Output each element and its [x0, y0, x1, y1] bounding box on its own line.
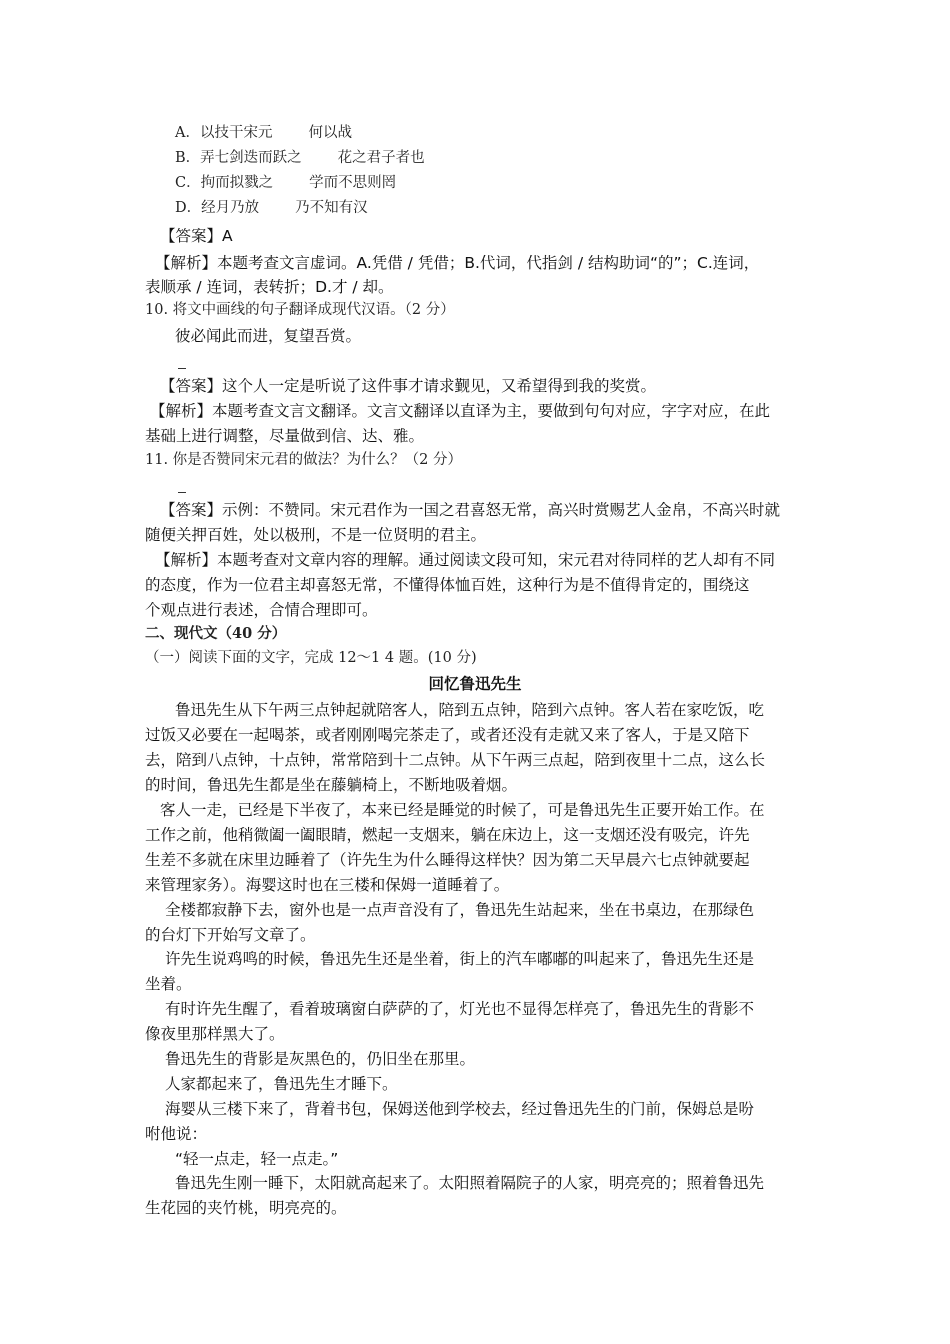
option-a	[175, 122, 352, 144]
article-line: 客人一走，已经是下半夜了，本来已经是睡觉的时候了，可是鲁迅先生正要开始工作。在	[160, 801, 765, 819]
q11-analysis-line-2: 的态度，作为一位君主却喜怒无常，不懂得体恤百姓，这种行为是不值得肯定的，围绕这	[145, 576, 750, 594]
q10-answer: 【答案】这个人一定是听说了这件事才请求觐见，又希望得到我的奖赏。	[160, 377, 657, 395]
article-line: 的台灯下开始写文章了。	[145, 926, 316, 944]
q11-answer-line-2: 随便关押百姓，处以极刑，不是一位贤明的君主。	[145, 526, 487, 544]
article-line: “轻一点走，轻一点走。”	[175, 1150, 339, 1168]
option-b-right: 花之君子者也	[337, 150, 425, 166]
article-line: 过饭又必要在一起喝茶，或者刚刚喝完茶走了，或者还没有走就又来了客人，于是又陪下	[145, 726, 750, 744]
q11-answer-line-1: 【答案】示例：不赞同。宋元君作为一国之君喜怒无常，高兴时赏赐艺人金帛，不高兴时就	[160, 501, 781, 519]
q9-analysis-line-1: 【解析】本题考查文言虚词。A.凭借 / 凭借；B.代词，代指剑 / 结构助词“的”；C.连词，	[155, 254, 760, 272]
option-a-left: A．以技干宋元	[175, 125, 273, 141]
option-a-right: 何以战	[308, 125, 352, 141]
article-line: 像夜里那样黑大了。	[145, 1025, 285, 1043]
q9-analysis-line-2: 表顺承 / 连词，表转折；D.才 / 却。	[145, 278, 394, 296]
option-b	[175, 147, 425, 169]
option-c-right: 学而不思则罔	[309, 175, 397, 191]
q11-answer-blank	[178, 492, 186, 493]
q10-analysis-line-2: 基础上进行调整，尽量做到信、达、雅。	[145, 427, 425, 445]
section-instruction: （一）阅读下面的文字，完成 12～1 4 题。(10 分)	[145, 650, 477, 666]
q11-analysis-line-1: 【解析】本题考查对文章内容的理解。通过阅读文段可知，宋元君对待同样的艺人却有不同	[155, 551, 776, 569]
q10-sentence: 彼必闻此而进，复望吾赏。	[175, 327, 362, 345]
article-line: 工作之前，他稍微阖一阖眼睛，燃起一支烟来，躺在床边上，这一支烟还没有吸完，许先	[145, 826, 750, 844]
article-line: 鲁迅先生刚一睡下，太阳就高起来了。太阳照着隔院子的人家，明亮亮的；照着鲁迅先	[175, 1174, 765, 1192]
article-line: 的时间，鲁迅先生都是坐在藤躺椅上，不断地吸着烟。	[145, 776, 518, 794]
q10-question: 10. 将文中画线的句子翻译成现代汉语。（2 分）	[145, 302, 455, 318]
article-line: 海婴从三楼下来了，背着书包，保姆送他到学校去，经过鲁迅先生的门前，保姆总是吩	[165, 1100, 755, 1118]
section-heading: 二、现代文（40 分）	[145, 625, 287, 642]
article-line: 有时许先生醒了，看着玻璃窗白萨萨的了，灯光也不显得怎样亮了，鲁迅先生的背影不	[165, 1000, 755, 1018]
article-line: 鲁迅先生的背影是灰黑色的，仍旧坐在那里。	[165, 1050, 476, 1068]
option-d-left: D．经月乃放	[175, 200, 260, 216]
q11-question: 11. 你是否赞同宋元君的做法？为什么？（2 分）	[145, 452, 463, 468]
article-line: 全楼都寂静下去，窗外也是一点声音没有了，鲁迅先生站起来，坐在书桌边，在那绿色	[165, 901, 755, 919]
option-c	[175, 172, 396, 194]
q9-answer: 【答案】A	[160, 227, 233, 245]
article-line: 坐着。	[145, 975, 192, 993]
option-c-left: C．拘而拟戮之	[175, 175, 274, 191]
article-line: 来管理家务）。海婴这时也在三楼和保姆一道睡着了。	[145, 876, 510, 894]
option-d-right: 乃不知有汉	[295, 200, 368, 216]
option-d	[175, 197, 368, 219]
article-line: 鲁迅先生从下午两三点钟起就陪客人，陪到五点钟，陪到六点钟。客人若在家吃饭，吃	[175, 701, 765, 719]
article-line: 生差不多就在床里边睡着了（许先生为什么睡得这样快？因为第二天早晨六七点钟就要起	[145, 851, 750, 869]
article-line: 生花园的夹竹桃，明亮亮的。	[145, 1199, 347, 1217]
q10-analysis-line-1: 【解析】本题考查文言文翻译。文言文翻译以直译为主，要做到句句对应，字字对应，在此	[150, 402, 771, 420]
article-line: 许先生说鸡鸣的时候，鲁迅先生还是坐着，街上的汽车嘟嘟的叫起来了，鲁迅先生还是	[165, 950, 755, 968]
article-line: 去，陪到八点钟，十点钟，常常陪到十二点钟。从下午两三点起，陪到夜里十二点，这么长	[145, 751, 766, 769]
article-title: 回忆鲁迅先生	[428, 675, 522, 693]
option-b-left: B．弄七剑迭而跃之	[175, 150, 302, 166]
q10-answer-blank	[178, 368, 186, 369]
article-line: 咐他说：	[145, 1125, 208, 1143]
article-line: 人家都起来了，鲁迅先生才睡下。	[165, 1075, 398, 1093]
q11-analysis-line-3: 个观点进行表述，合情合理即可。	[145, 601, 378, 619]
